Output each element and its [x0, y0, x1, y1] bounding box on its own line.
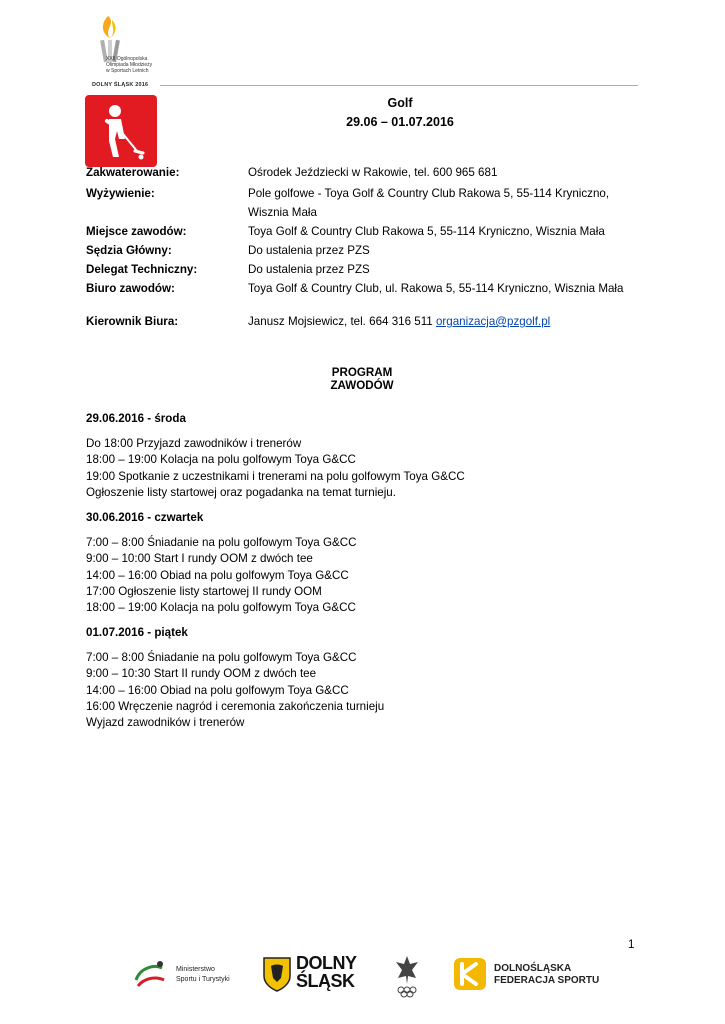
schedule-item: 9:00 – 10:30 Start II rundy OOM z dwóch tee: [86, 667, 317, 681]
day-heading: 29.06.2016 - środa: [86, 412, 186, 425]
schedule-item: 18:00 – 19:00 Kolacja na polu golfowym Toya G&CC: [86, 601, 356, 615]
schedule-item: 19:00 Spotkanie z uczestnikami i trenerami na polu golfowym Toya G&CC: [86, 469, 465, 483]
federation-name-line: DOLNOŚLĄSKA: [494, 963, 572, 974]
event-dates: 29.06 – 01.07.2016: [346, 115, 454, 129]
dolny-slask-line: DOLNY: [296, 953, 357, 973]
schedule-item: Wyjazd zawodników i trenerów: [86, 716, 245, 730]
golfer-icon: [85, 95, 157, 167]
logo-caption: [106, 56, 152, 74]
technical-delegate-label: Delegat Techniczny:: [86, 263, 198, 276]
chief-judge-label: Sędzia Główny:: [86, 244, 172, 257]
schedule-item: Do 18:00 Przyjazd zawodników i trenerów: [86, 437, 302, 450]
competition-office-label: Biuro zawodów:: [86, 282, 175, 295]
chief-judge-value: Do ustalenia przez PZS: [248, 244, 370, 257]
olympic-emblem: [392, 954, 422, 998]
office-email-link[interactable]: organizacja@pzgolf.pl: [435, 315, 551, 328]
program-heading: PROGRAM ZAWODÓW: [330, 366, 394, 392]
ministry-name-line: Ministerstwo: [176, 966, 215, 973]
logo-brand: DOLNY ŚLĄSK 2016: [92, 82, 149, 88]
day-heading: 01.07.2016 - piątek: [86, 626, 188, 639]
olympic-eagle-icon: [392, 954, 422, 998]
coat-of-arms-icon: [262, 956, 292, 992]
header-rule: [160, 85, 638, 86]
schedule-list: [86, 650, 646, 731]
logo-caption-line: XXII Ogólnopolska: [106, 56, 148, 62]
logo-caption-line: Olimpiada Młodzieży: [106, 62, 153, 68]
schedule-item: 16:00 Wręczenie nagród i ceremonia zakończenia turnieju: [86, 699, 385, 713]
schedule-item: 7:00 – 8:00 Śniadanie na polu golfowym Toya G&CC: [86, 651, 357, 664]
page-title: Golf: [387, 96, 413, 110]
schedule-item: 14:00 – 16:00 Obiad na polu golfowym Toya G&CC: [86, 683, 349, 697]
schedule-list: [86, 436, 646, 501]
schedule-list: [86, 535, 646, 616]
day-heading: 30.06.2016 - czwartek: [86, 511, 204, 524]
sport-pictogram: [85, 95, 157, 167]
ministry-logo: [130, 958, 240, 994]
federation-emblem-icon: [452, 956, 488, 992]
schedule-item: 14:00 – 16:00 Obiad na polu golfowym Toya G&CC: [86, 568, 349, 582]
schedule-item: 17:00 Ogłoszenie listy startowej II rundy OOM: [86, 584, 322, 598]
sponsor-logos: [130, 952, 610, 1002]
schedule-item: 7:00 – 8:00 Śniadanie na polu golfowym Toya G&CC: [86, 536, 357, 549]
ministry-name-line: Sportu i Turystyki: [176, 976, 230, 983]
olympiad-logo: [86, 14, 166, 90]
technical-delegate-value: Do ustalenia przez PZS: [248, 263, 370, 276]
schedule-item: 9:00 – 10:00 Start I rundy OOM z dwóch tee: [86, 552, 313, 566]
venue-value: Toya Golf & Country Club Rakowa 5, 55-114 Kryniczno, Wisznia Mała: [248, 225, 605, 238]
dolny-slask-line: ŚLĄSK: [296, 971, 355, 991]
competition-office-value: Toya Golf & Country Club, ul. Rakowa 5, 55-114 Kryniczno, Wisznia Mała: [248, 282, 624, 295]
venue-label: Miejsce zawodów:: [86, 225, 187, 238]
accommodation-value: Ośrodek Jeździecki w Rakowie, tel. 600 965 681: [248, 166, 498, 179]
catering-value: Pole golfowe - Toya Golf & Country Club Rakowa 5, 55-114 Kryniczno, Wisznia Mała: [248, 187, 610, 219]
office-manager-contact: Janusz Mojsiewicz, tel. 664 316 511: [248, 315, 436, 328]
schedule-item: Ogłoszenie listy startowej oraz pogadanka na temat turnieju.: [86, 485, 396, 499]
catering-label: Wyżywienie:: [86, 187, 155, 200]
federation-name-line: FEDERACJA SPORTU: [494, 975, 600, 986]
logo-caption-line: w Sportach Letnich: [106, 68, 149, 74]
office-manager-value: [248, 312, 640, 331]
dolny-slask-logo: [262, 952, 372, 998]
office-manager-label: Kierownik Biura:: [86, 315, 179, 328]
accommodation-label: Zakwaterowanie:: [86, 166, 180, 179]
schedule-item: 18:00 – 19:00 Kolacja na polu golfowym Toya G&CC: [86, 453, 356, 467]
page-number: 1: [628, 939, 635, 951]
federation-logo: [452, 956, 612, 996]
ministry-emblem-icon: [130, 958, 170, 994]
